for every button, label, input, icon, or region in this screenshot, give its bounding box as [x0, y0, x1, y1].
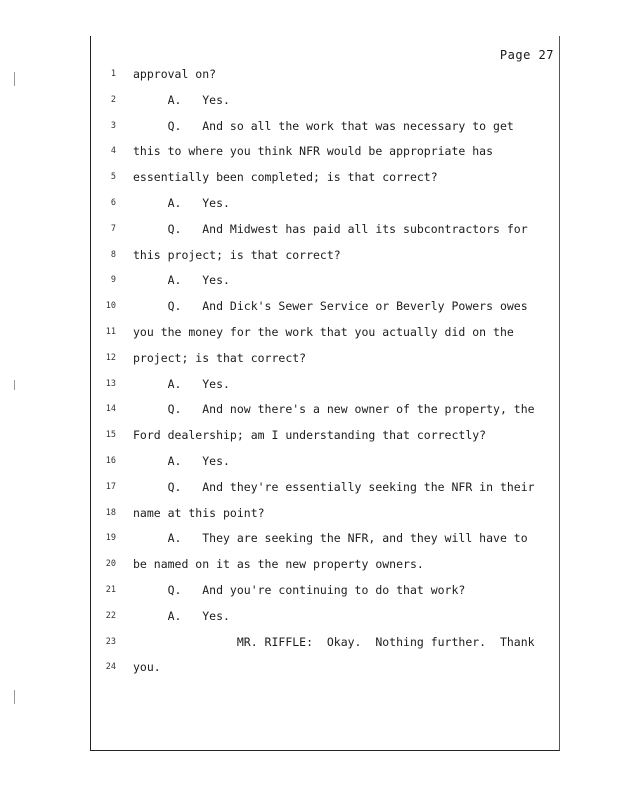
line-number: 1: [110, 69, 116, 79]
scan-mark: [14, 690, 15, 704]
line-text: A. Yes.: [133, 196, 230, 210]
line-text: be named on it as the new property owners.: [133, 557, 424, 572]
line-number: 15: [105, 430, 116, 441]
transcript-line: [100, 247, 555, 263]
line-text: Q. And Midwest has paid all its subcontractors for: [133, 221, 528, 236]
line-number: 14: [105, 404, 116, 415]
transcript-line: [100, 143, 555, 159]
line-text: A. Yes.: [133, 92, 230, 107]
transcript-line: [100, 505, 555, 521]
line-text: project; is that correct?: [133, 350, 307, 365]
line-text: you the money for the work that you actually did on the: [133, 325, 514, 339]
line-number: 18: [105, 507, 116, 518]
line-number: 22: [105, 610, 116, 621]
transcript-line: [100, 298, 555, 314]
line-text: Q. And they're essentially seeking the NFR in their: [133, 479, 535, 494]
line-number: 12: [105, 352, 116, 363]
line-number: 10: [105, 301, 116, 312]
line-number: 23: [105, 636, 116, 647]
page-number: Page 27: [499, 48, 554, 62]
transcript-line: [100, 582, 555, 598]
line-text: Q. And now there's a new owner of the property, the: [133, 402, 535, 417]
line-text: essentially been completed; is that correct?: [133, 170, 438, 185]
scan-mark: [14, 72, 15, 86]
line-number: 5: [110, 172, 116, 183]
line-text: A. Yes.: [133, 454, 230, 468]
line-number: 21: [105, 585, 116, 595]
line-text: A. Yes.: [133, 376, 230, 391]
line-number: 6: [110, 198, 116, 208]
line-number: 13: [105, 378, 116, 389]
line-text: A. They are seeking the NFR, and they will have to: [133, 531, 528, 546]
transcript-line: [100, 324, 555, 340]
transcript-line: [100, 453, 555, 469]
transcript-line: [100, 530, 555, 546]
line-number: 2: [110, 94, 116, 105]
transcript-line: [100, 427, 555, 443]
scan-mark: [14, 380, 15, 390]
line-number: 7: [110, 223, 116, 234]
line-number: 3: [110, 120, 116, 131]
line-text: Ford dealership; am I understanding that correctly?: [133, 428, 487, 443]
line-number: 9: [110, 275, 116, 286]
transcript-line: [100, 169, 555, 185]
transcript-line: [100, 376, 555, 392]
line-text: you.: [133, 660, 161, 675]
line-number: 20: [105, 559, 116, 570]
line-number: 17: [105, 481, 116, 492]
line-text: Q. And so all the work that was necessary to get: [133, 118, 514, 133]
transcript-line: [100, 350, 555, 366]
transcript-line: [100, 272, 555, 288]
line-text: this project; is that correct?: [133, 247, 341, 262]
transcript-line: [100, 556, 555, 572]
line-number: 8: [110, 249, 116, 260]
transcript-line: [100, 118, 555, 134]
line-text: A. Yes.: [133, 273, 230, 288]
transcript-line: [100, 92, 555, 108]
transcript-line: [100, 479, 555, 495]
line-number: 16: [105, 456, 116, 466]
line-number: 19: [105, 533, 116, 544]
transcript-line: [100, 634, 555, 650]
line-number: 11: [105, 327, 116, 337]
line-text: A. Yes.: [133, 608, 230, 623]
transcript-line: [100, 195, 555, 211]
line-number: 24: [105, 662, 116, 673]
line-text: Q. And you're continuing to do that work?: [133, 583, 466, 597]
transcript-line: [100, 66, 555, 82]
line-text: approval on?: [133, 67, 217, 81]
line-text: name at this point?: [133, 505, 265, 520]
line-text: MR. RIFFLE: Okay. Nothing further. Thank: [133, 634, 535, 649]
line-text: Q. And Dick's Sewer Service or Beverly Powers owes: [133, 299, 528, 314]
transcript-line: [100, 221, 555, 237]
line-text: this to where you think NFR would be appropriate has: [133, 144, 494, 159]
transcript-line: [100, 608, 555, 624]
line-number: 4: [110, 146, 116, 157]
transcript-line: [100, 401, 555, 417]
transcript-line: [100, 659, 555, 675]
